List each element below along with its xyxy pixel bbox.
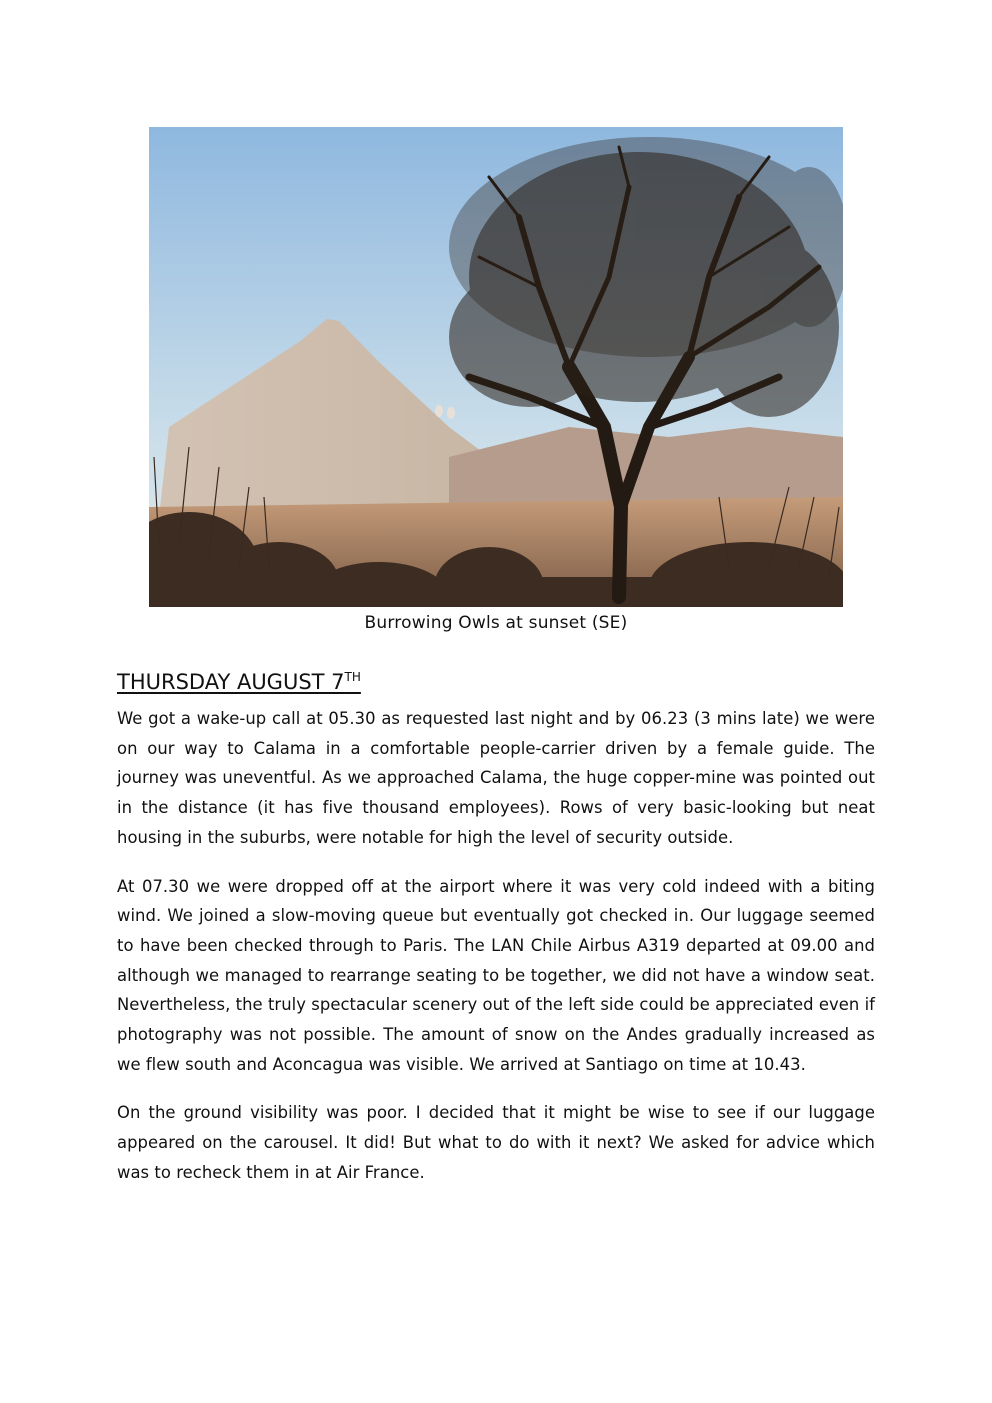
paragraph: At 07.30 we were dropped off at the airport where it was very cold indeed with a biting wind. We joined a slow-moving queue but eventually got checked in. Our luggage seemed to have been checked through to Paris. The LAN Chile Airbus A319 departed at 09.00 and although we managed to rearrange seating to be together, we did not have a window seat. Nevertheless, the truly spectacular scenery out of the left side could be appreciated even if photography was not possible. The amount of snow on the Andes gradually increased as we flew south and Aconcagua was visible. We arrived at Santiago on time at 10.43.: [117, 876, 875, 1074]
photo-illustration: [149, 127, 843, 607]
heading-suffix: TH: [344, 670, 361, 684]
paragraph: On the ground visibility was poor. I decided that it might be wise to see if our luggage appeared on the carousel. It did! But what to do with it next? We asked for advice which was to recheck them in at Air France.: [117, 1103, 875, 1182]
heading-text: THURSDAY AUGUST 7: [117, 670, 345, 694]
photo-caption: Burrowing Owls at sunset (SE): [364, 613, 628, 633]
diary-body: [117, 704, 875, 1207]
paragraph: We got a wake-up call at 05.30 as requested last night and by 06.23 (3 mins late) we were on our way to Calama in a comfortable people-carrier driven by a female guide. The journey was uneventful. As we approached Calama, the huge copper-mine was pointed out in the distance (it has five thousand employees). Rows of very basic-looking but neat housing in the suburbs, were notable for high the level of security outside.: [117, 709, 875, 847]
day-heading: [117, 670, 361, 694]
photo-volcano-tree: [149, 127, 843, 607]
